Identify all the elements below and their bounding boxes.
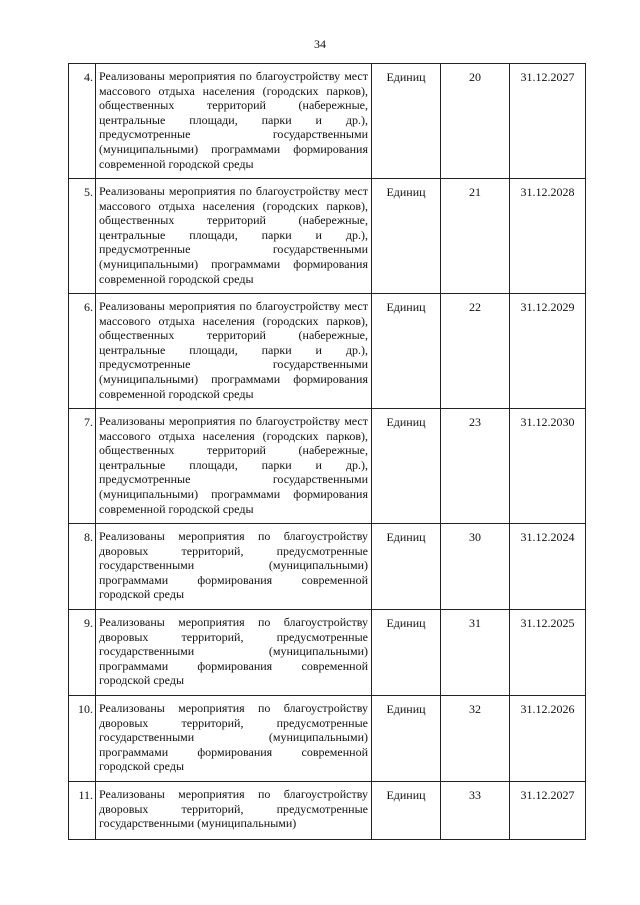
row-number: 10. (69, 696, 96, 782)
table-row (69, 610, 586, 696)
row-number: 11. (69, 782, 96, 840)
row-date: 31.12.2024 (510, 524, 586, 610)
page-number: 34 (314, 37, 326, 51)
row-unit: Единиц (372, 409, 441, 524)
table-row (69, 179, 586, 294)
row-value: 21 (441, 179, 510, 294)
row-description: Реализованы мероприятия по благоустройству дворовых территорий, предусмотренные государственными (муниципальными) (96, 782, 372, 840)
row-number: 6. (69, 294, 96, 409)
row-unit: Единиц (372, 610, 441, 696)
table-row (69, 696, 586, 782)
row-date: 31.12.2027 (510, 782, 586, 840)
table-row (69, 524, 586, 610)
row-value: 22 (441, 294, 510, 409)
row-number: 5. (69, 179, 96, 294)
row-value: 31 (441, 610, 510, 696)
row-date: 31.12.2027 (510, 64, 586, 179)
table-row (69, 294, 586, 409)
table-row (69, 64, 586, 179)
row-date: 31.12.2025 (510, 610, 586, 696)
row-description: Реализованы мероприятия по благоустройству мест массового отдыха населения (городских парков), общественных территорий (набережные, центральные площади, парки и др.), предусмотренные государственными (муниципальными) программами формирования современной городской среды (96, 294, 372, 409)
row-unit: Единиц (372, 696, 441, 782)
row-value: 33 (441, 782, 510, 840)
row-number: 4. (69, 64, 96, 179)
indicators-table (68, 63, 586, 840)
row-value: 32 (441, 696, 510, 782)
row-number: 8. (69, 524, 96, 610)
row-description: Реализованы мероприятия по благоустройству дворовых территорий, предусмотренные государственными (муниципальными) программами формирования современной городской среды (96, 696, 372, 782)
row-number: 9. (69, 610, 96, 696)
row-description: Реализованы мероприятия по благоустройству мест массового отдыха населения (городских парков), общественных территорий (набережные, центральные площади, парки и др.), предусмотренные государственными (муниципальными) программами формирования современной городской среды (96, 64, 372, 179)
row-value: 30 (441, 524, 510, 610)
row-description: Реализованы мероприятия по благоустройству мест массового отдыха населения (городских парков), общественных территорий (набережные, центральные площади, парки и др.), предусмотренные государственными (муниципальными) программами формирования современной городской среды (96, 409, 372, 524)
row-date: 31.12.2030 (510, 409, 586, 524)
row-unit: Единиц (372, 64, 441, 179)
row-description: Реализованы мероприятия по благоустройству дворовых территорий, предусмотренные государственными (муниципальными) программами формирования современной городской среды (96, 610, 372, 696)
row-unit: Единиц (372, 294, 441, 409)
row-date: 31.12.2028 (510, 179, 586, 294)
row-unit: Единиц (372, 782, 441, 840)
row-number: 7. (69, 409, 96, 524)
row-value: 23 (441, 409, 510, 524)
table-row (69, 782, 586, 840)
row-unit: Единиц (372, 179, 441, 294)
table-row (69, 409, 586, 524)
row-unit: Единиц (372, 524, 441, 610)
row-description: Реализованы мероприятия по благоустройству мест массового отдыха населения (городских парков), общественных территорий (набережные, центральные площади, парки и др.), предусмотренные государственными (муниципальными) программами формирования современной городской среды (96, 179, 372, 294)
row-value: 20 (441, 64, 510, 179)
row-date: 31.12.2029 (510, 294, 586, 409)
row-date: 31.12.2026 (510, 696, 586, 782)
row-description: Реализованы мероприятия по благоустройству дворовых территорий, предусмотренные государственными (муниципальными) программами формирования современной городской среды (96, 524, 372, 610)
